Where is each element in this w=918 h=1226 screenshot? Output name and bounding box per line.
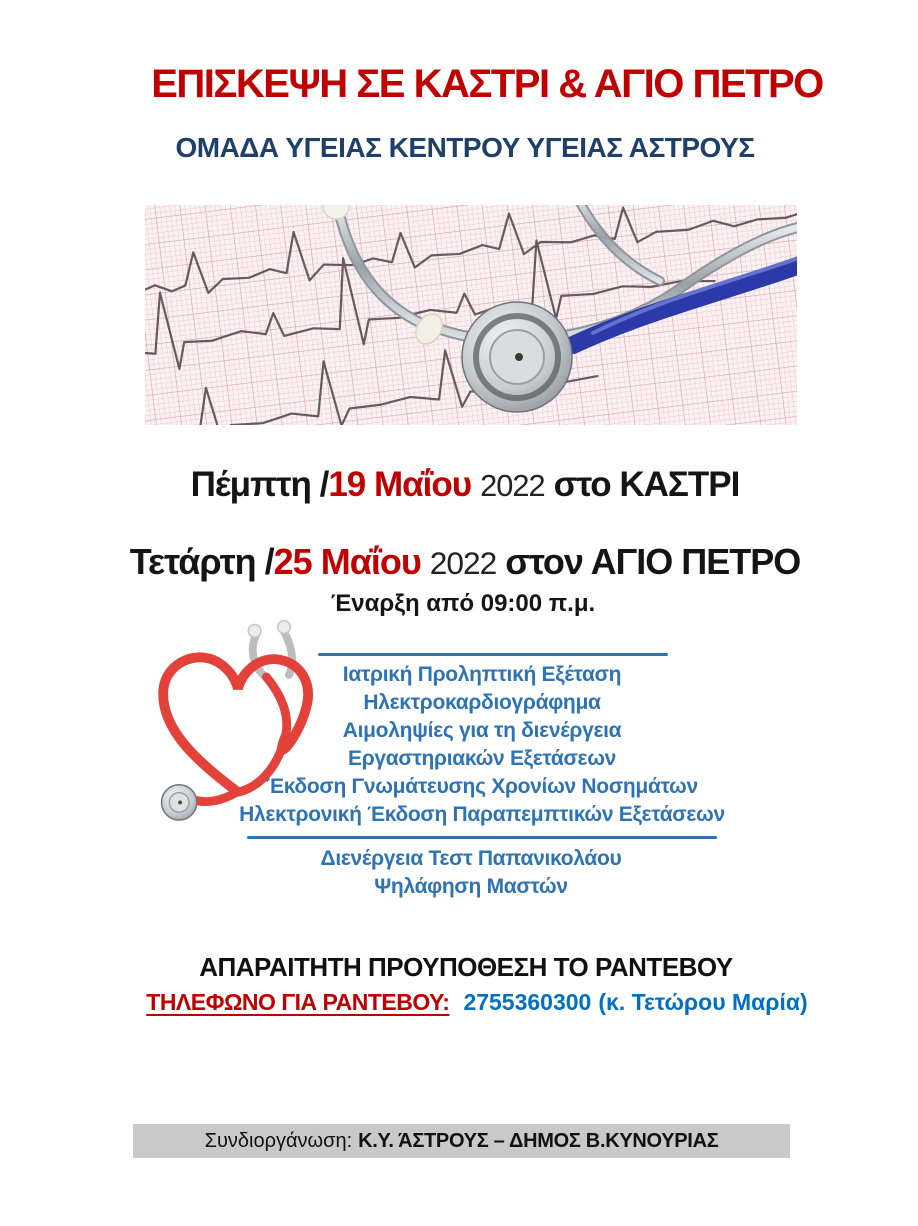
date-value: 25 Μαΐου [273,541,421,582]
service-item: Διενέργεια Τεστ Παπανικολάου [320,847,622,870]
page-title: ΕΠΙΣΚΕΨΗ ΣΕ ΚΑΣΤΡΙ & ΑΓΙΟ ΠΕΤΡΟ [151,62,823,106]
services-list-secondary [0,845,918,901]
service-item: Ιατρική Προληπτική Εξέταση [342,663,622,686]
phone-contact: (κ. Τετώρου Μαρία) [598,989,808,1015]
page-subtitle: ΟΜΑΔΑ ΥΓΕΙΑΣ ΚΕΝΤΡΟΥ ΥΓΕΙΑΣ ΑΣΤΡΟΥΣ [175,132,755,163]
event-date-agio-petro [0,541,918,583]
footer-organizers-bar [133,1124,790,1158]
date-place: στο ΚΑΣΤΡΙ [553,465,740,504]
service-item: Αιμοληψίες για τη διενέργεια [342,719,622,742]
footer-organizers: Κ.Υ. ΆΣΤΡΟΥΣ – ΔΗΜΟΣ Β.ΚΥΝΟΥΡΙΑΣ [358,1130,719,1152]
service-item: Ηλεκτροκαρδιογράφημα [363,691,601,714]
divider-line-top [318,653,668,656]
service-item: Έκδοση Γνωμάτευσης Χρονίων Νοσημάτων [266,775,698,798]
date-day: Πέμπτη / [190,465,329,504]
start-time: Έναρξη από 09:00 π.μ. [330,590,596,617]
ecg-stethoscope-photo [145,205,797,425]
phone-number: 2755360300 [463,989,592,1015]
date-place: στον ΑΓΙΟ ΠΕΤΡΟ [505,541,801,582]
services-list-primary [0,661,918,829]
date-value: 19 Μαΐου [328,465,472,504]
service-item: Ψηλάφηση Μαστών [374,875,568,898]
phone-label: ΤΗΛΕΦΩΝΟ ΓΙΑ ΡΑΝΤΕΒΟΥ: [146,989,450,1015]
service-item: Ηλεκτρονική Έκδοση Παραπεμπτικών Εξετάσεων [239,803,725,826]
date-year: 2022 [429,545,497,581]
event-date-kastri [0,465,918,505]
footer-prefix: Συνδιοργάνωση: [204,1130,353,1152]
appointment-note: ΑΠΑΡΑΙΤΗΤΗ ΠΡΟΥΠΟΘΕΣΗ ΤΟ ΡΑΝΤΕΒΟΥ [199,952,733,982]
phone-line [0,989,918,1016]
date-day: Τετάρτη / [129,541,274,582]
divider-line-bottom [247,836,717,839]
service-item: Εργαστηριακών Εξετάσεων [347,747,617,770]
date-year: 2022 [480,468,545,503]
